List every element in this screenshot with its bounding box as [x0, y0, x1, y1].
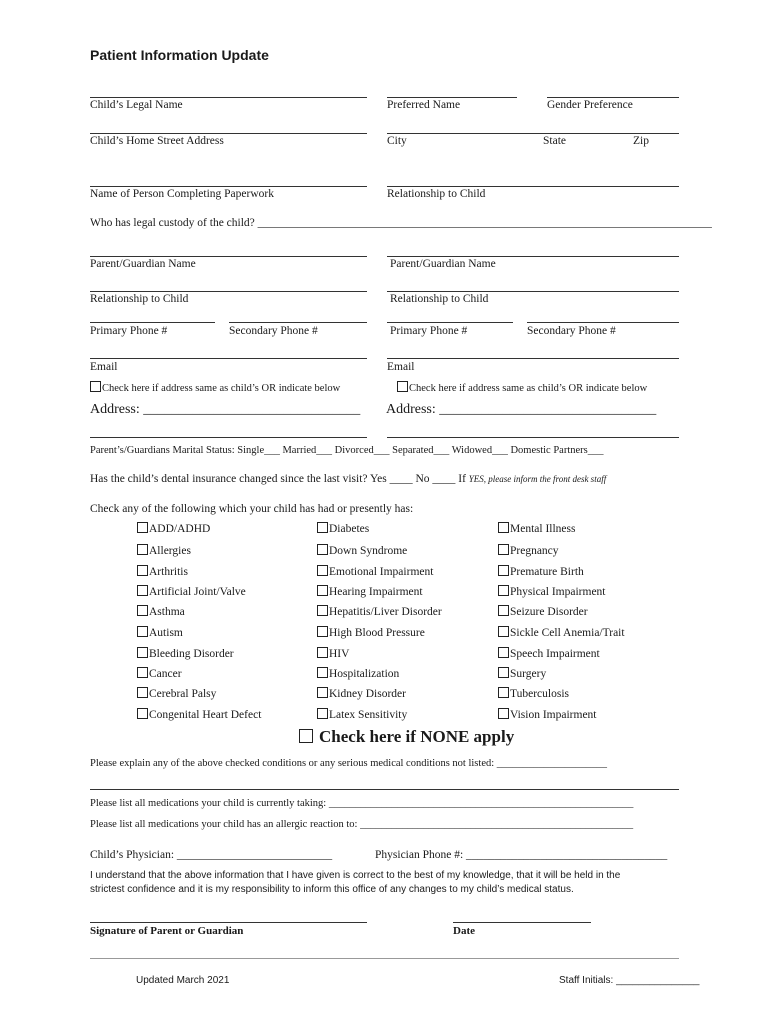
guardian1-address-field[interactable]: Address: _______________________________ [90, 402, 361, 417]
relationship-to-child-label: Relationship to Child [387, 188, 486, 200]
condition-option[interactable] [498, 647, 600, 660]
acknowledgement-line-2: strictest confidence and it is my responsibility to inform this office of any changes to my child’s medical status. [90, 884, 574, 895]
condition-label: High Blood Pressure [329, 627, 425, 639]
insurance-changed-field[interactable] [90, 473, 606, 485]
checkbox-icon[interactable] [317, 585, 328, 596]
guardian1-secondary-phone-field[interactable] [229, 322, 367, 323]
condition-label: Seizure Disorder [510, 606, 588, 618]
condition-option[interactable] [498, 544, 559, 557]
checkbox-icon[interactable] [137, 565, 148, 576]
signature-label: Signature of Parent or Guardian [90, 925, 244, 937]
checkbox-icon[interactable] [137, 605, 148, 616]
guardian1-primary-phone-label: Primary Phone # [90, 325, 168, 337]
condition-option[interactable] [137, 647, 234, 660]
checkbox-icon[interactable] [137, 544, 148, 555]
condition-label: Cancer [149, 668, 182, 680]
checkbox-icon[interactable] [317, 687, 328, 698]
checkbox-icon[interactable] [317, 605, 328, 616]
condition-label: Physical Impairment [510, 586, 606, 598]
condition-label: Bleeding Disorder [149, 648, 234, 660]
condition-label: Allergies [149, 545, 191, 557]
person-completing-label: Name of Person Completing Paperwork [90, 188, 274, 200]
condition-label: Kidney Disorder [329, 688, 406, 700]
condition-option[interactable] [137, 605, 185, 618]
guardian1-address-line2[interactable] [90, 437, 367, 438]
condition-option[interactable] [317, 605, 442, 618]
page-title: Patient Information Update [90, 47, 269, 63]
condition-label: Hospitalization [329, 668, 400, 680]
guardian1-same-address-label: Check here if address same as child’s OR indicate below [102, 383, 341, 394]
state-label: State [543, 135, 566, 147]
checkbox-icon[interactable] [498, 565, 509, 576]
condition-label: Emotional Impairment [329, 566, 434, 578]
condition-option[interactable] [317, 585, 423, 598]
condition-option[interactable] [137, 626, 183, 639]
guardian1-primary-phone-field[interactable] [90, 322, 215, 323]
medications-field[interactable]: Please list all medications your child is currently taking: __________________________________________________________ [90, 798, 634, 809]
guardian1-name-label: Parent/Guardian Name [90, 258, 196, 270]
condition-option[interactable] [498, 667, 546, 680]
condition-option[interactable] [498, 605, 588, 618]
gender-preference-field[interactable] [547, 97, 679, 98]
checkbox-icon[interactable] [317, 522, 328, 533]
checkbox-icon[interactable] [90, 381, 101, 392]
guardian2-secondary-phone-field[interactable] [527, 322, 679, 323]
condition-label: Tuberculosis [510, 688, 569, 700]
checkbox-icon[interactable] [317, 667, 328, 678]
condition-option[interactable] [317, 565, 433, 578]
guardian2-email-label: Email [387, 361, 415, 373]
condition-option[interactable] [317, 687, 406, 700]
insurance-note: YES, please inform the front desk staff [468, 474, 607, 484]
condition-label: Autism [149, 627, 183, 639]
condition-option[interactable] [137, 585, 246, 598]
condition-option[interactable] [137, 708, 261, 721]
condition-option[interactable] [137, 544, 191, 557]
updated-note: Updated March 2021 [136, 975, 230, 986]
zip-label: Zip [633, 135, 649, 147]
city-label: City [387, 135, 407, 147]
guardian2-same-address-option[interactable] [397, 381, 647, 394]
guardian2-address-field[interactable]: Address: _______________________________ [386, 402, 657, 417]
conditions-intro: Check any of the following which your child has had or presently has: [90, 503, 414, 515]
condition-option[interactable] [317, 647, 349, 660]
condition-option[interactable] [317, 626, 425, 639]
none-apply-option[interactable] [299, 727, 514, 747]
preferred-name-label: Preferred Name [387, 99, 461, 111]
condition-label: Congenital Heart Defect [149, 709, 262, 721]
child-legal-name-label: Child’s Legal Name [90, 99, 183, 111]
checkbox-icon[interactable] [498, 585, 509, 596]
child-legal-name-field[interactable] [90, 97, 367, 98]
home-address-label: Child’s Home Street Address [90, 135, 224, 147]
none-apply-label: Check here if NONE apply [319, 727, 515, 746]
condition-label: Asthma [149, 606, 185, 618]
person-completing-field[interactable] [90, 186, 367, 187]
checkbox-icon[interactable] [137, 708, 148, 719]
checkbox-icon[interactable] [317, 565, 328, 576]
condition-label: Surgery [510, 668, 547, 680]
signature-field[interactable] [90, 922, 367, 923]
checkbox-icon[interactable] [498, 544, 509, 555]
guardian2-secondary-phone-label: Secondary Phone # [527, 325, 616, 337]
checkbox-icon[interactable] [137, 647, 148, 658]
guardian2-relationship-field[interactable] [387, 291, 679, 292]
condition-option[interactable] [317, 667, 399, 680]
condition-label: Cerebral Palsy [149, 688, 217, 700]
guardian2-same-address-label: Check here if address same as child’s OR indicate below [409, 383, 648, 394]
condition-option[interactable] [317, 522, 369, 535]
checkbox-icon[interactable] [137, 687, 148, 698]
condition-label: Diabetes [329, 523, 370, 535]
guardian2-email-field[interactable] [387, 358, 679, 359]
guardian2-primary-phone-field[interactable] [387, 322, 513, 323]
date-label: Date [453, 925, 475, 937]
condition-option[interactable] [498, 585, 606, 598]
condition-label: Pregnancy [510, 545, 559, 557]
guardian1-email-label: Email [90, 361, 118, 373]
guardian1-email-field[interactable] [90, 358, 367, 359]
condition-label: Artificial Joint/Valve [149, 586, 246, 598]
checkbox-icon[interactable] [317, 544, 328, 555]
condition-label: HIV [329, 648, 350, 660]
checkbox-icon[interactable] [498, 687, 509, 698]
condition-option[interactable] [137, 667, 182, 680]
allergic-medications-field[interactable]: Please list all medications your child has an allergic reaction to: ____________________________________________________ [90, 819, 634, 830]
acknowledgement-line-1: I understand that the above information that I have given is correct to the best of my knowledge, that it will be held in the [90, 870, 621, 881]
staff-initials-field[interactable]: Staff Initials: _______________ [559, 975, 700, 986]
condition-label: Sickle Cell Anemia/Trait [510, 627, 625, 639]
checkbox-icon[interactable] [498, 522, 509, 533]
condition-option[interactable] [317, 708, 407, 721]
gender-preference-label: Gender Preference [547, 99, 633, 111]
condition-option[interactable] [498, 626, 625, 639]
guardian1-relationship-field[interactable] [90, 291, 367, 292]
date-field[interactable] [453, 922, 591, 923]
condition-label: Down Syndrome [329, 545, 408, 557]
home-address-field[interactable] [90, 133, 367, 134]
city-state-zip-field[interactable] [387, 133, 679, 134]
guardian2-primary-phone-label: Primary Phone # [390, 325, 468, 337]
guardian2-name-label: Parent/Guardian Name [390, 258, 496, 270]
footer-divider [90, 958, 679, 959]
condition-label: Latex Sensitivity [329, 709, 408, 721]
condition-option[interactable] [498, 522, 575, 535]
condition-option[interactable] [498, 687, 569, 700]
condition-label: Hepatitis/Liver Disorder [329, 606, 442, 618]
checkbox-icon[interactable] [498, 626, 509, 637]
physician-field[interactable]: Child’s Physician: ___________________________ [90, 849, 333, 861]
guardian2-address-line2[interactable] [387, 437, 679, 438]
checkbox-icon[interactable] [498, 667, 509, 678]
checkbox-icon[interactable] [498, 708, 509, 719]
checkbox-icon[interactable] [137, 667, 148, 678]
insurance-changed-label: Has the child’s dental insurance changed since the last visit? Yes ____ No ____ If [90, 473, 466, 485]
checkbox-icon[interactable] [137, 585, 148, 596]
condition-label: Speech Impairment [510, 648, 600, 660]
condition-option[interactable] [498, 708, 597, 721]
guardian2-name-field[interactable] [387, 256, 679, 257]
marital-status-field[interactable]: Parent’s/Guardians Marital Status: Single___ Married___ Divorced___ Separated___ Widowed___ Domestic Partners___ [90, 445, 604, 456]
condition-option[interactable] [137, 522, 210, 535]
condition-option[interactable] [498, 565, 584, 578]
condition-label: Mental Illness [510, 523, 576, 535]
relationship-to-child-field[interactable] [387, 186, 679, 187]
condition-option[interactable] [137, 565, 188, 578]
condition-option[interactable] [137, 687, 216, 700]
checkbox-icon[interactable] [317, 626, 328, 637]
checkbox-icon[interactable] [137, 522, 148, 533]
legal-custody-field[interactable]: Who has legal custody of the child? _______________________________________________________________________________ [90, 217, 712, 229]
physician-phone-field[interactable]: Physician Phone #: ___________________________________ [375, 849, 668, 861]
guardian1-name-field[interactable] [90, 256, 367, 257]
guardian1-same-address-option[interactable] [90, 381, 340, 394]
checkbox-icon[interactable] [317, 647, 328, 658]
explain-conditions-field[interactable]: Please explain any of the above checked conditions or any serious medical conditions not listed: _____________________ [90, 758, 608, 769]
condition-label: Premature Birth [510, 566, 584, 578]
guardian1-relationship-label: Relationship to Child [90, 293, 189, 305]
preferred-name-field[interactable] [387, 97, 517, 98]
checkbox-icon[interactable] [137, 626, 148, 637]
explain-conditions-line2[interactable] [90, 789, 679, 790]
guardian2-relationship-label: Relationship to Child [390, 293, 489, 305]
checkbox-icon[interactable] [317, 708, 328, 719]
condition-label: Vision Impairment [510, 709, 597, 721]
checkbox-icon[interactable] [498, 647, 509, 658]
condition-label: Hearing Impairment [329, 586, 423, 598]
condition-label: Arthritis [149, 566, 188, 578]
condition-option[interactable] [317, 544, 407, 557]
checkbox-icon[interactable] [397, 381, 408, 392]
guardian1-secondary-phone-label: Secondary Phone # [229, 325, 318, 337]
checkbox-icon[interactable] [498, 605, 509, 616]
condition-label: ADD/ADHD [149, 523, 211, 535]
checkbox-icon[interactable] [299, 729, 313, 743]
